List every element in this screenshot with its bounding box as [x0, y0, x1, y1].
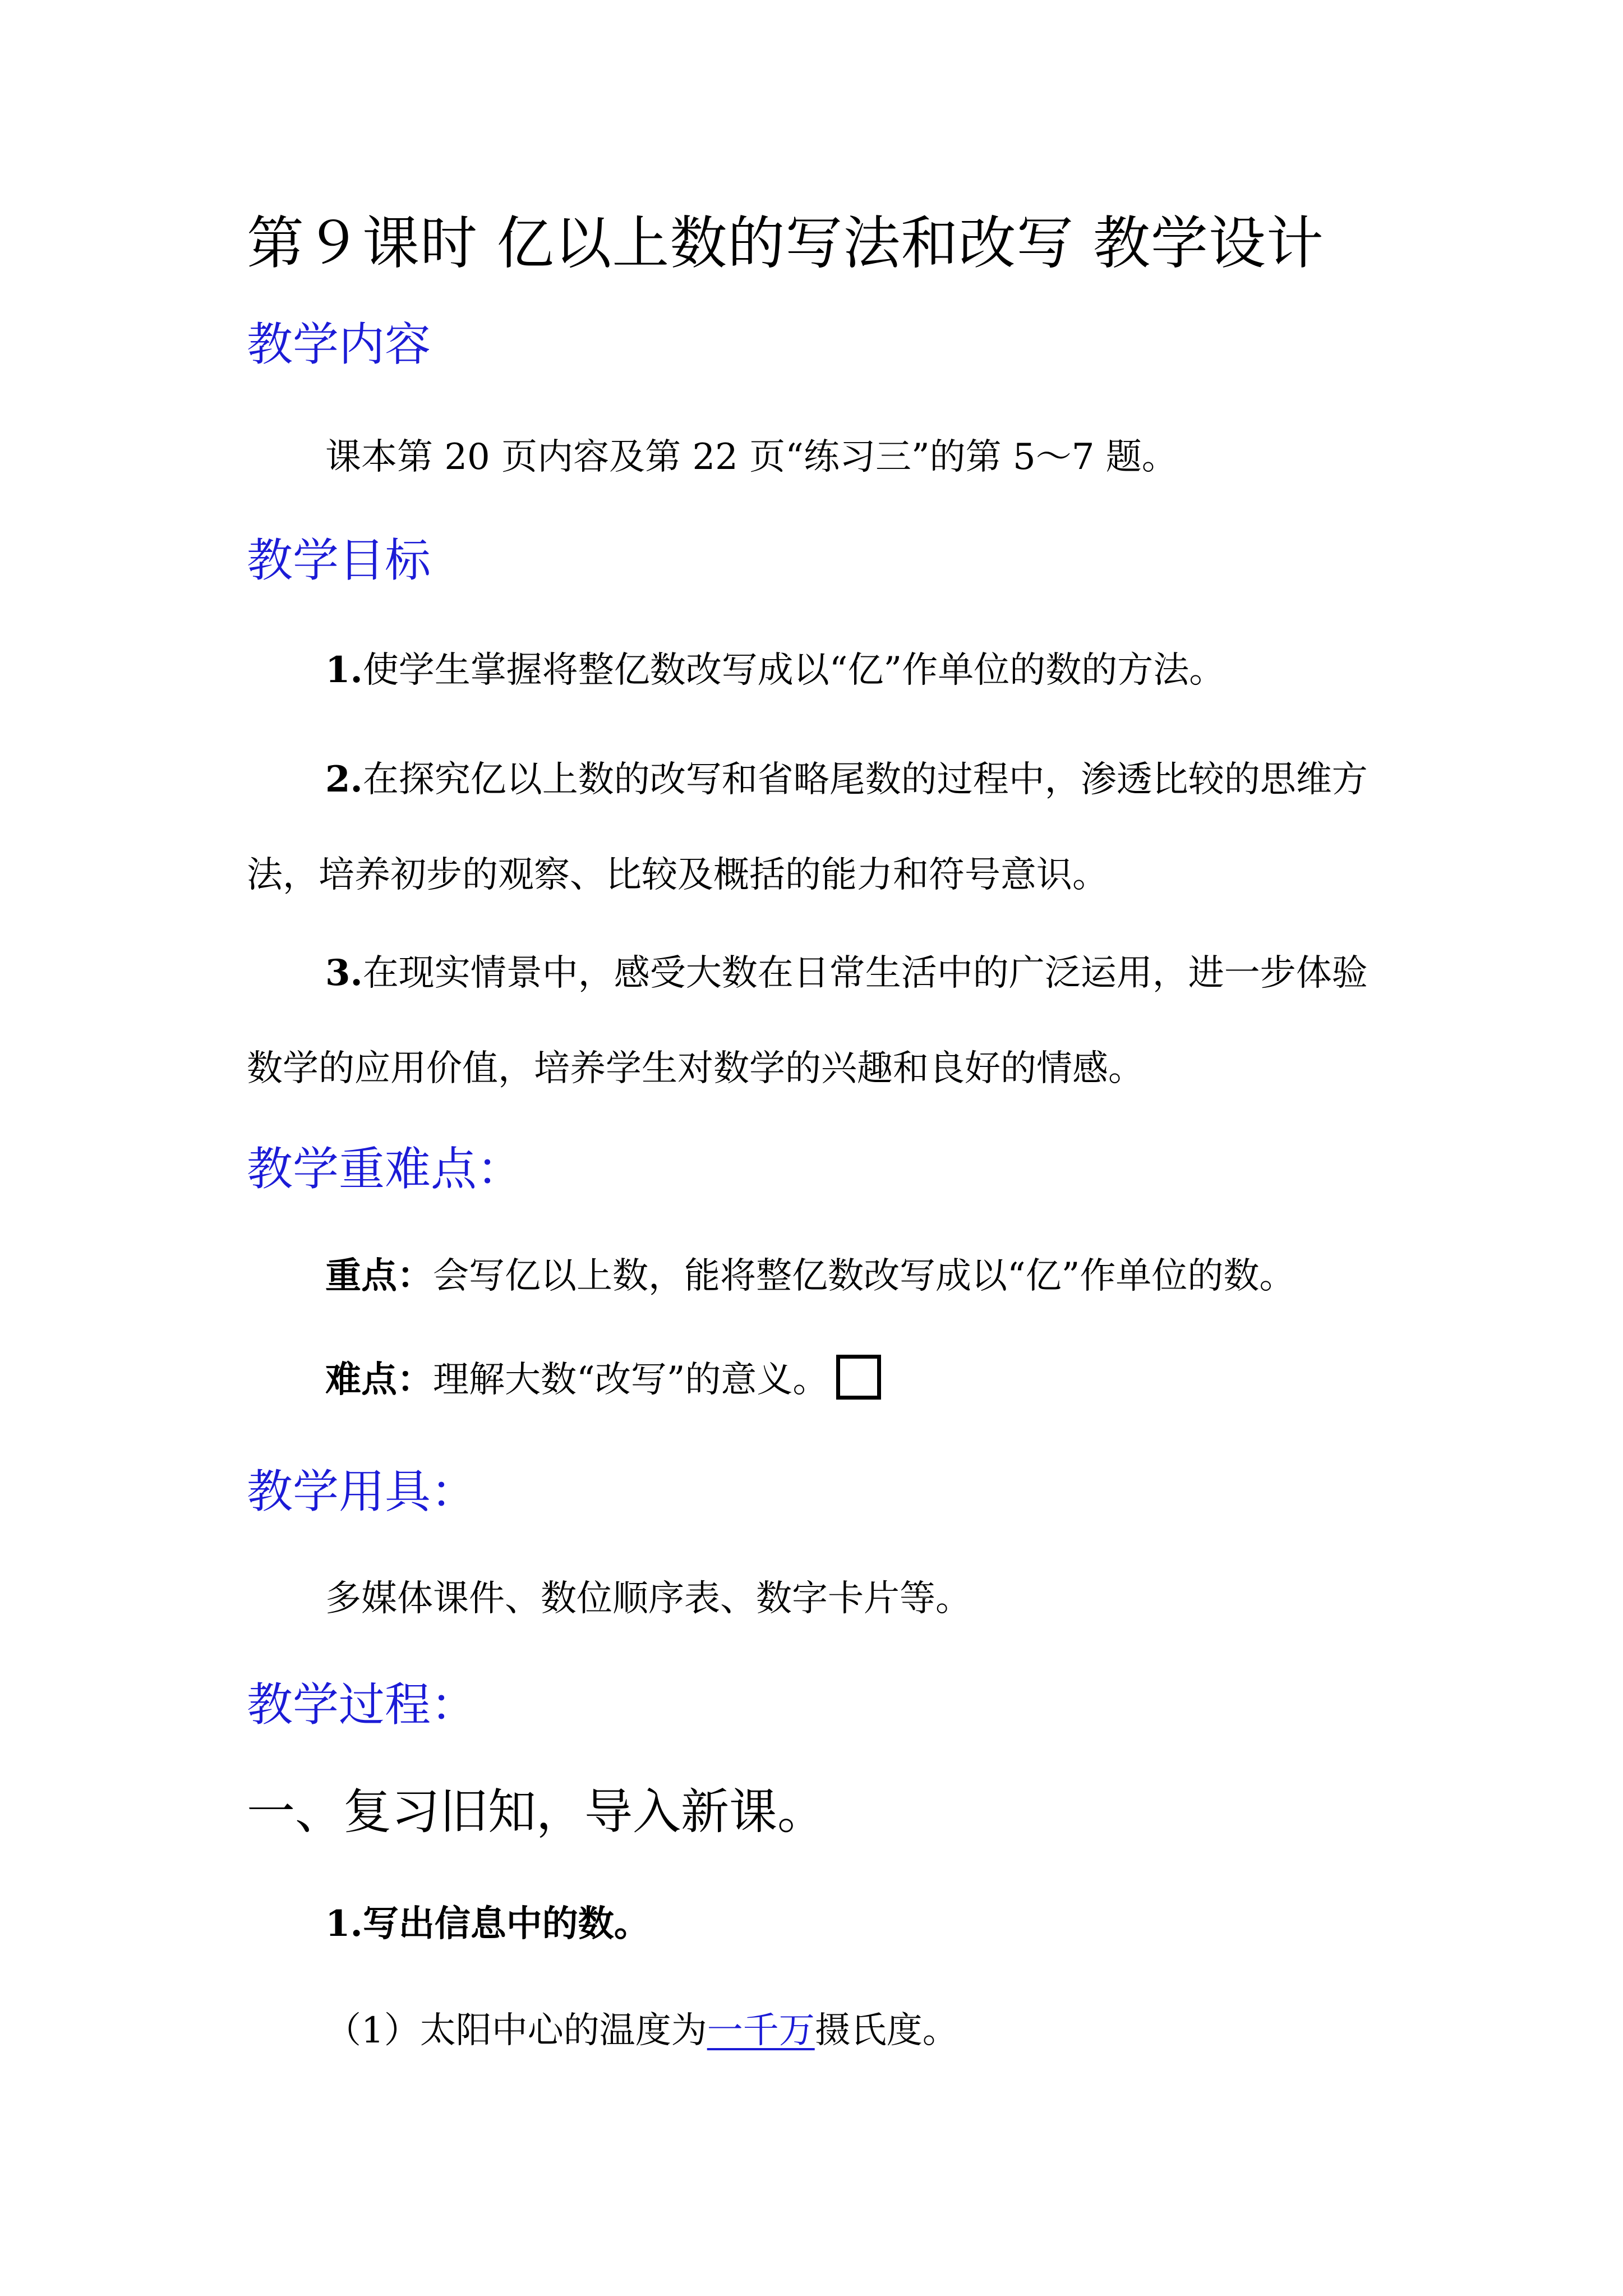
question-1: [325, 2005, 958, 2056]
teaching-tools-text: 多媒体课件、数位顺序表、数字卡片等。: [325, 1578, 971, 1619]
teaching-content-text: 课本第 20 页内容及第 22 页“练习三”的第 5～7 题。: [325, 436, 1178, 478]
question-1-suffix: 摄氏度。: [814, 2010, 958, 2051]
question-1-answer-blank: 一千万: [707, 2010, 815, 2051]
key-point-line: [325, 1251, 1295, 1301]
document-title: 第９课时 亿以上数的写法和改写 教学设计: [247, 210, 1324, 277]
goal-item-2: [247, 732, 1380, 923]
hard-point-line: [325, 1355, 881, 1405]
empty-checkbox[interactable]: [836, 1355, 881, 1400]
hard-point-label: 难点：: [325, 1359, 433, 1401]
goal-item-2-number: 2.: [325, 758, 363, 800]
key-point-label: 重点：: [325, 1255, 433, 1297]
process-step-1: 1.写出信息中的数。: [325, 1903, 650, 1945]
heading-teaching-goals: 教学目标: [247, 534, 431, 587]
heading-teaching-tools: 教学用具：: [247, 1465, 477, 1519]
heading-teaching-content: 教学内容: [247, 318, 431, 371]
goal-item-3-text: 在现实情景中，感受大数在日常生活中的广泛运用，进一步体验数学的应用价值，培养学生对数学的兴趣和良好的情感。: [247, 953, 1368, 1089]
goal-item-3-number: 3.: [325, 952, 363, 994]
key-point-text: 会写亿以上数，能将整亿数改写成以“亿”作单位的数。: [433, 1255, 1295, 1297]
goal-item-1-text: 使学生掌握将整亿数改写成以“亿”作单位的数的方法。: [362, 650, 1225, 691]
heading-key-points: 教学重难点：: [247, 1143, 523, 1196]
goal-item-1-number: 1.: [325, 649, 363, 691]
goal-item-1: [325, 645, 1225, 696]
question-1-prefix: （1）太阳中心的温度为: [325, 2010, 707, 2051]
goal-item-3: [247, 926, 1380, 1116]
heading-teaching-process: 教学过程：: [247, 1678, 477, 1732]
process-part-1-title: 一、复习旧知，导入新课。: [247, 1784, 826, 1840]
hard-point-text: 理解大数“改写”的意义。: [433, 1359, 829, 1401]
goal-item-2-text: 在探究亿以上数的改写和省略尾数的过程中，渗透比较的思维方法，培养初步的观察、比较及概括的能力和符号意识。: [247, 759, 1368, 896]
